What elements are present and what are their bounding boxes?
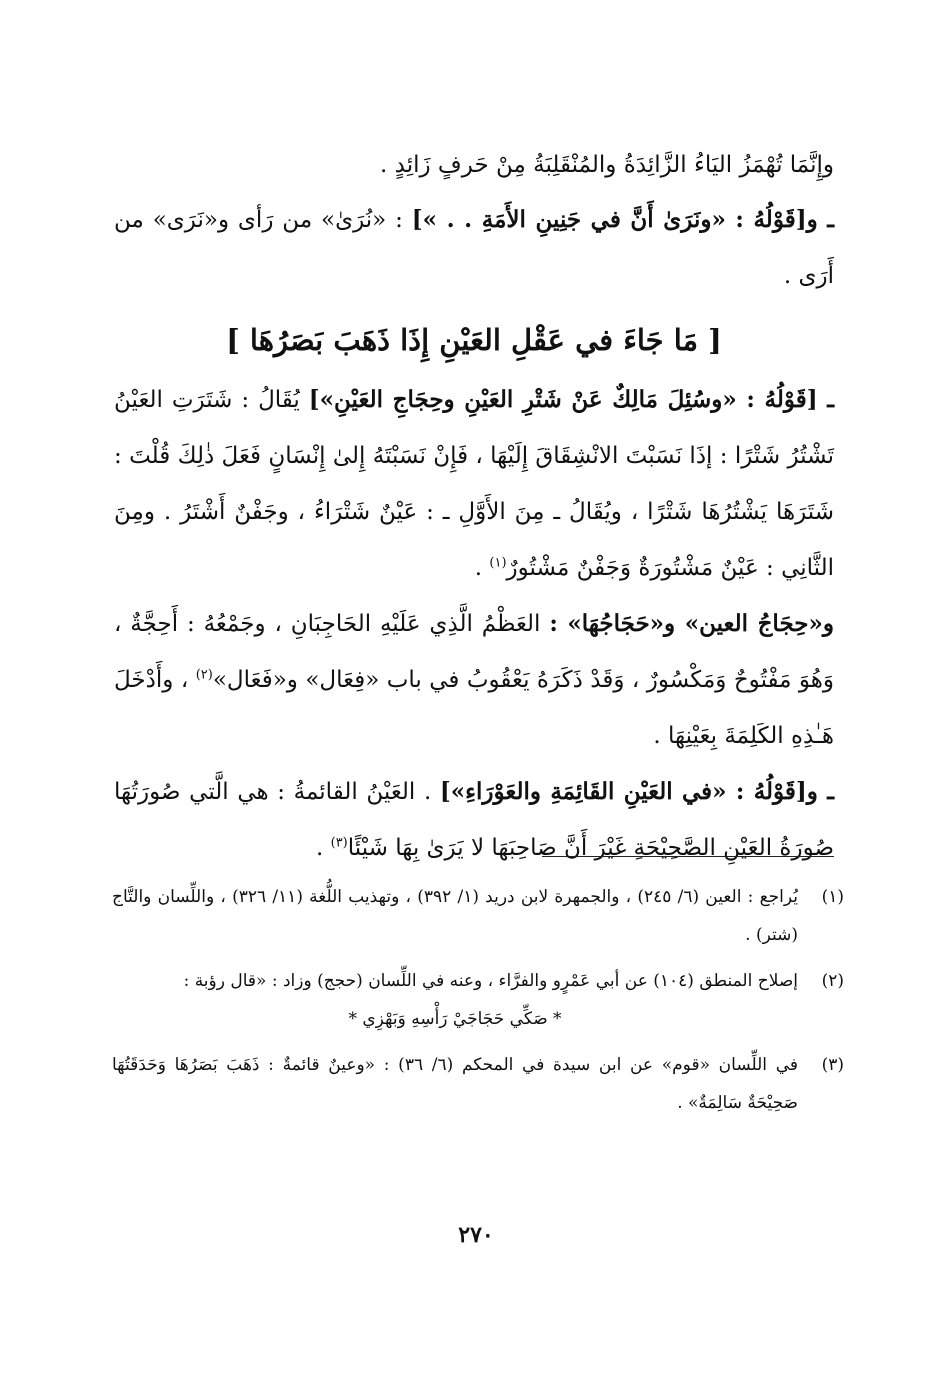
paragraph-3-end: . [474, 555, 490, 581]
paragraph-2 [114, 192, 834, 304]
footnote-1-number: (١) [821, 887, 844, 907]
paragraph-5-end: . [315, 835, 331, 861]
paragraph-2-quote: ـ و[قَوْلُهُ : «ونَرَىٰ أَنَّ في جَنِينِ الأَمَةِ . . »] [411, 206, 834, 233]
footnote-1 [112, 878, 844, 954]
paragraph-4 [114, 596, 834, 764]
chapter-heading: [ مَا جَاءَ في عَقْلِ العَيْنِ إِذَا ذَهَبَ بَصَرُهَا ] [226, 323, 722, 357]
paragraph-3 [114, 372, 834, 596]
paragraph-4-end: ، وأَدْخَلَ هَـٰذِهِ الكَلِمَةَ بِعَيْنِهَا . [114, 667, 834, 749]
paragraph-5-text: . العَيْنُ القائمةُ : هي الَّتي صُورَتُهَا صُورَةُ العَيْنِ الصَّحِيْحَةِ غَيْرَ أَنَّ صَاحِبَهَا لا يَرَىٰ بِهَا شَيْئًا [114, 779, 834, 861]
paragraph-2-text: : «نُرَىٰ» من رَأى و«نَرَى» من أَرَى . [114, 207, 834, 289]
footnote-3-text: في اللِّسان «قوم» عن ابن سيدة في المحكم (٦/ ٣٦) : «وعينٌ قائمةٌ : ذَهَبَ بَصَرُهَا وَحَدَقَتُهَا صَحِيْحَةٌ سَالِمَةٌ» . [112, 1055, 799, 1113]
paragraph-1 [114, 138, 834, 192]
footnote-2-verse: * صَكِّي حَجَاجَيْ رَأْسِهِ وَبَهْزِي * [348, 1009, 562, 1029]
paragraph-5 [114, 764, 834, 876]
footnote-2-body [112, 962, 798, 1038]
footnote-separator [542, 856, 834, 857]
footnote-2 [112, 962, 844, 1038]
page-number: ٢٧٠ [458, 1222, 494, 1248]
paragraph-4-term: و«حِجَاجُ العين» و«حَجَاجُهَا» : [549, 610, 834, 637]
footnote-3-number: (٣) [821, 1055, 844, 1075]
paragraph-3-quote: ـ [قَوْلُهُ : «وسُئِلَ مَالِكٌ عَنْ شَتْرِ العَيْنِ وحِجَاجِ العَيْنِ»] [308, 386, 834, 413]
paragraph-3-text: يُقَالُ : شَتَرَتِ العَيْنُ تَشْتُرُ شَتْرًا : إذَا نَسَبْتَ الانْشِقَاقَ إِلَيْهَا ، فَإِنْ نَسَبْتَهُ إِلىٰ إِنْسَانٍ فَعَلَ ذٰلِكَ قُلْتَ : شَتَرَهَا يَشْتُرُهَا شَتْرًا ، ويُقَالُ ـ مِنَ الأَوَّلِ ـ : عَيْنٌ شَتْرَاءُ ، وجَفْنٌ أَشْتَرُ . ومِنَ الثَّانِي : عَيْنٌ مَشْتُورَةٌ وَجَفْنٌ مَشْتُورٌ [114, 387, 834, 581]
footnotes [112, 878, 844, 1130]
paragraph-5-quote: ـ و[قَوْلُهُ : «في العَيْنِ القَائِمَةِ والعَوْرَاءِ»] [439, 778, 834, 805]
footnote-2-number: (٢) [821, 971, 844, 991]
footnote-1-text: يُراجع : العين (٦/ ٢٤٥) ، والجمهرة لابن دريد (١/ ٣٩٢) ، وتهذيب اللُّغة (١١/ ٣٢٦) ، واللِّسان والتَّاج (شتر) . [112, 887, 798, 945]
paragraph-1-text: وإِنَّمَا تُهْمَزُ اليَاءُ الزَّائِدَةُ والمُنْقَلِبَةُ مِنْ حَرفٍ زَائِدٍ . [380, 152, 834, 178]
footnote-3 [112, 1046, 844, 1122]
footnote-ref-1: (١) [489, 555, 507, 571]
footnote-ref-3: (٣) [330, 835, 348, 851]
paragraph-4-text: العَظْمُ الَّذِي عَلَيْهِ الحَاجِبَانِ ، وجَمْعُهُ : أَحِجَّةٌ ، وَهُوَ مَفْتُوحٌ وَمَكْسُورٌ ، وَقَدْ ذَكَرَهُ يَعْقُوبُ في باب «فِعَال» و«فَعَال» [114, 611, 835, 693]
main-text [114, 138, 834, 876]
footnote-2-text: إصلاح المنطق (١٠٤) عن أبي عَمْرٍو والفرَّاء ، وعنه في اللِّسان (حجج) وزاد : «قال رؤبة : [183, 971, 798, 991]
footnote-ref-2: (٢) [195, 667, 213, 683]
